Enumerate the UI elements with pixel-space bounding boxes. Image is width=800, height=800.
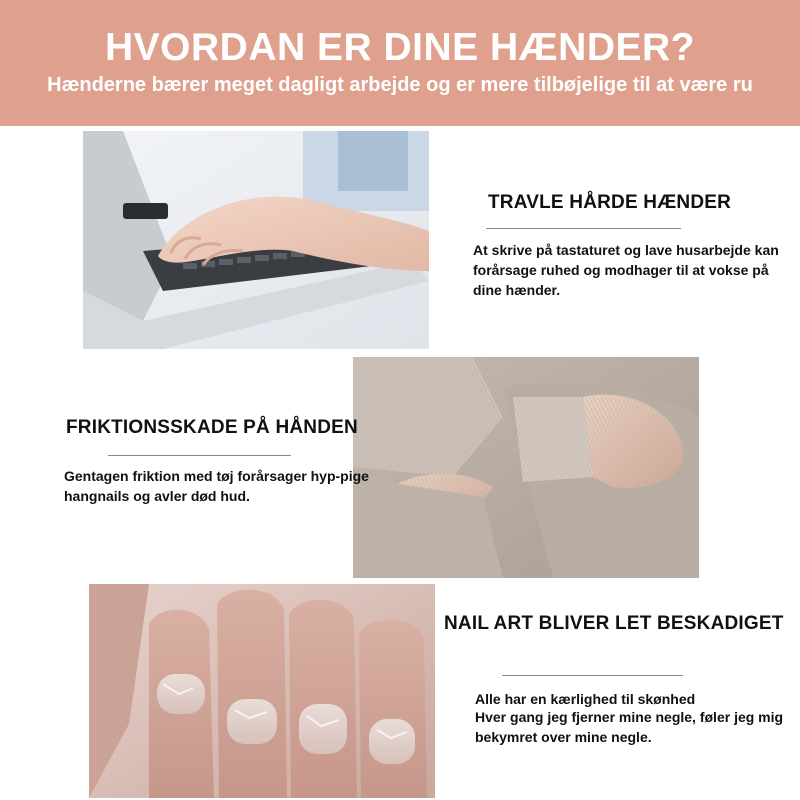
header-banner [0, 0, 800, 126]
section-2-heading: FRIKTIONSSKADE PÅ HÅNDEN [66, 417, 358, 438]
page-subtitle: Hænderne bærer meget dagligt arbejde og er mere tilbøjelige til at være ru [47, 74, 753, 96]
section-3-text-line-2: Hver gang jeg fjerner mine negle, føler jeg mig bekymret over mine negle. [475, 709, 784, 745]
page-title: HVORDAN ER DINE HÆNDER? [104, 26, 696, 69]
section-1-divider [486, 228, 681, 229]
section-1-text: At skrive på tastaturet og lave husarbejde kan forårsage ruhed og modhager til at vokse på dine hænder. [473, 242, 779, 298]
knit-sweater-photo [353, 357, 699, 578]
section-3-text-line-1: Alle har en kærlighed til skønhed [475, 691, 696, 707]
section-1-heading: TRAVLE HÅRDE HÆNDER [488, 192, 732, 213]
section-2-text: Gentagen friktion med tøj forårsager hyp-pige hangnails og avler død hud. [64, 468, 369, 504]
section-3-heading: NAIL ART BLIVER LET BESKADIGET [444, 613, 784, 634]
section-2-divider [108, 455, 291, 456]
laptop-typing-photo [83, 131, 429, 349]
section-3-divider [502, 675, 683, 676]
damaged-nails-photo [89, 584, 435, 798]
